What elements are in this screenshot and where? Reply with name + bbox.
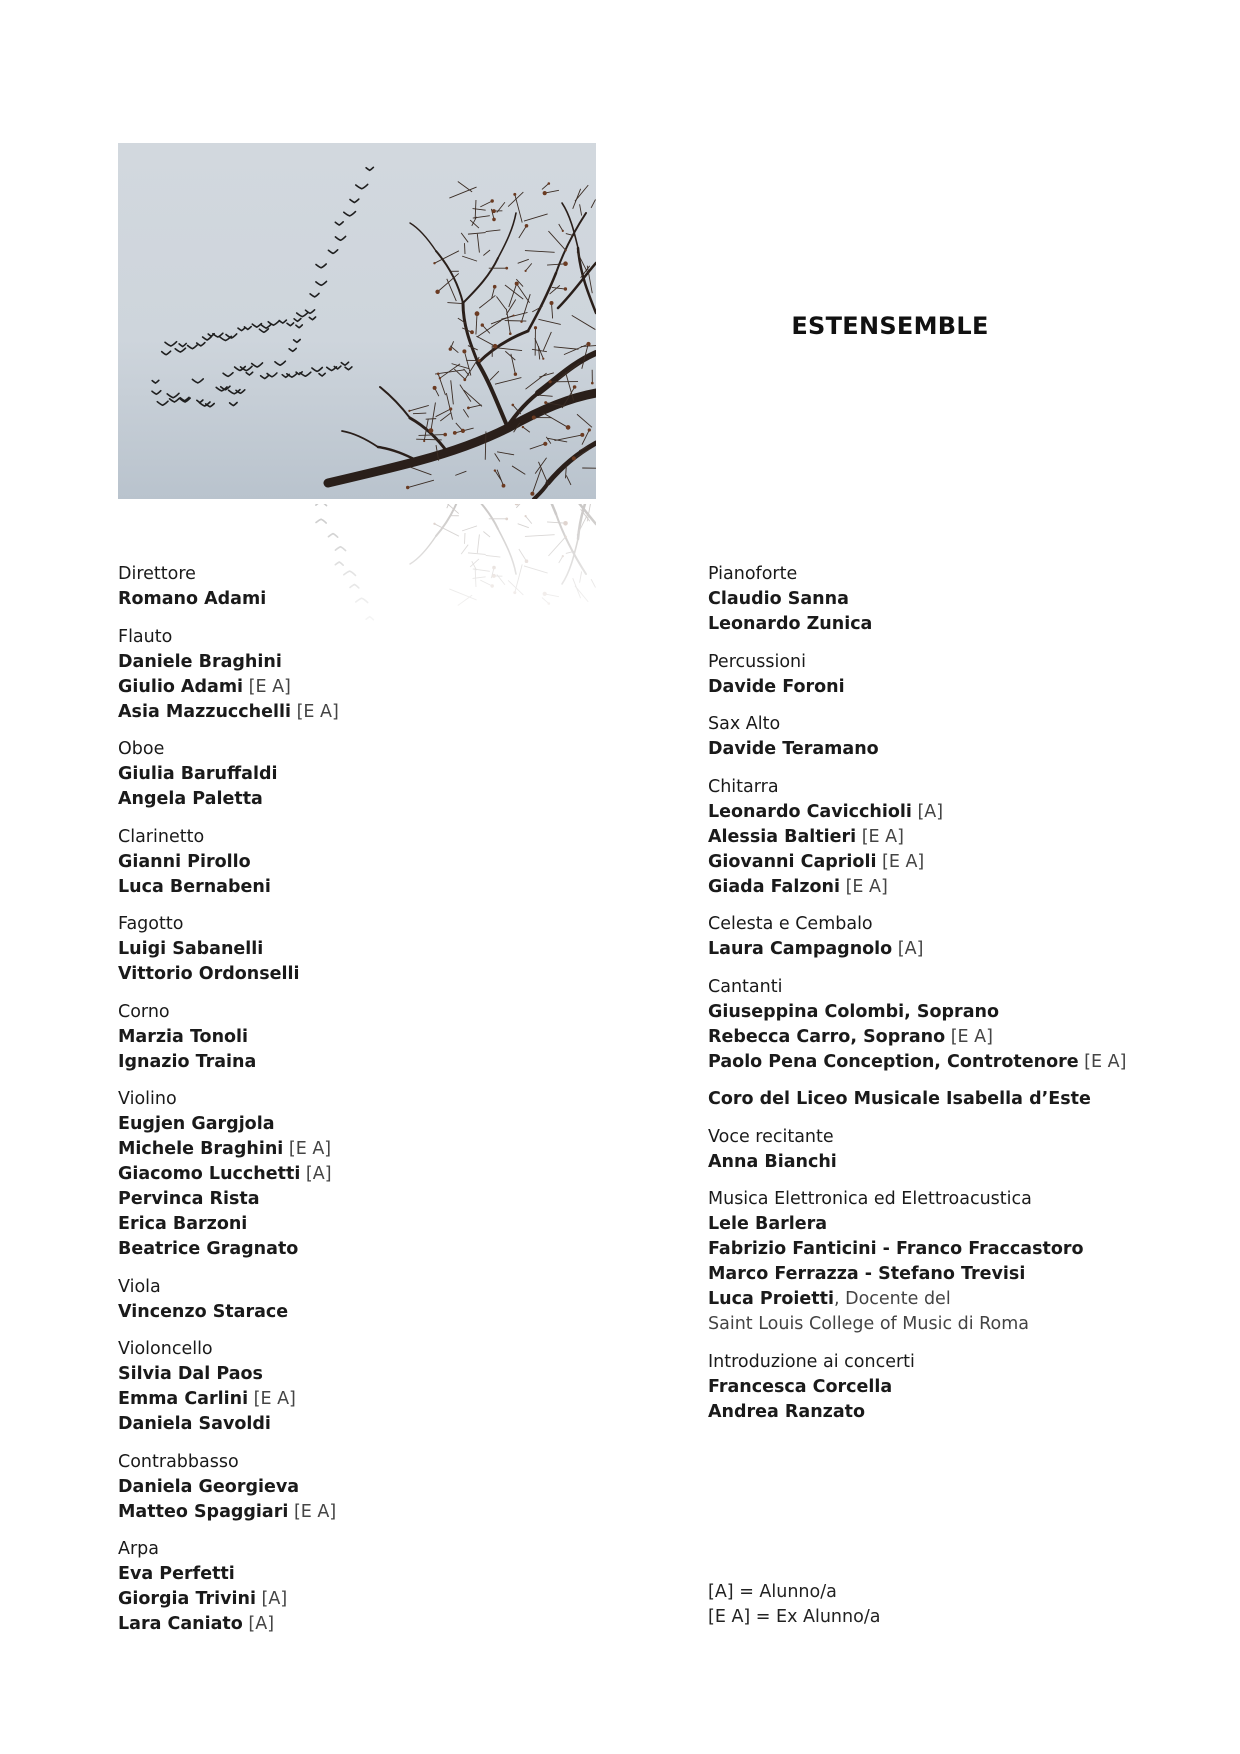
ensemble-section: [118, 1275, 578, 1325]
member-name: Angela Paletta: [118, 789, 263, 809]
member-name: Marzia Tonoli: [118, 1026, 249, 1047]
member-row: [708, 1087, 1168, 1112]
member-name: Luigi Sabanelli: [118, 939, 264, 959]
ensemble-section: [708, 562, 1168, 637]
section-label: Voce recitante: [708, 1126, 834, 1147]
member-row: [708, 1025, 1168, 1050]
member-name: Beatrice Gragnato: [118, 1239, 299, 1259]
member-row: [118, 650, 578, 675]
ensemble-section: [118, 1450, 578, 1525]
member-note: [A]: [305, 1164, 332, 1184]
member-note: [A]: [261, 1589, 288, 1609]
member-name: Romano Adami: [118, 589, 267, 609]
member-name: Davide Foroni: [708, 676, 845, 697]
member-row: [118, 700, 578, 725]
legend-line: [A] = Alunno/a: [708, 1582, 837, 1602]
member-row: [118, 1050, 578, 1075]
member-row: [118, 1112, 578, 1137]
member-note: [E A]: [293, 1501, 337, 1522]
member-name: Lara Caniato: [118, 1614, 243, 1634]
section-label: Pianoforte: [708, 564, 798, 584]
member-row: [708, 850, 1168, 875]
member-name: Laura Campagnolo: [708, 939, 893, 959]
member-name: Daniela Georgieva: [118, 1476, 300, 1497]
member-name: Matteo Spaggiari: [118, 1501, 289, 1522]
member-row: [708, 800, 1168, 825]
member-row: [708, 737, 1168, 762]
ensemble-section: [118, 562, 578, 612]
member-name: Leonardo Cavicchioli: [708, 801, 912, 822]
page-title: ESTENSEMBLE: [791, 312, 989, 340]
member-row: [118, 1412, 578, 1437]
section-label: Corno: [118, 1001, 170, 1022]
section-label: Celesta e Cembalo: [708, 914, 873, 934]
member-row: [708, 825, 1168, 850]
member-row: [118, 762, 578, 787]
member-row: [118, 1137, 578, 1162]
member-name: Marco Ferrazza - Stefano Trevisi: [708, 1264, 1026, 1284]
ensemble-section: [118, 625, 578, 725]
member-name: Vittorio Ordonselli: [118, 964, 300, 984]
member-row: [708, 1400, 1168, 1425]
member-row: [118, 787, 578, 812]
member-name: Andrea Ranzato: [708, 1401, 866, 1422]
member-row: [118, 937, 578, 962]
member-row: [118, 1025, 578, 1050]
ensemble-section: [708, 650, 1168, 700]
section-label: Musica Elettronica ed Elettroacustica: [708, 1189, 1032, 1209]
member-name: Anna Bianchi: [708, 1151, 837, 1172]
ensemble-section: [708, 712, 1168, 762]
section-label: Flauto: [118, 626, 173, 647]
sky-birds-tree-photo: [118, 143, 596, 499]
member-row: [118, 1587, 578, 1612]
member-name: Eugjen Gargjola: [118, 1114, 275, 1134]
ensemble-section: [118, 1000, 578, 1075]
member-row: [118, 1237, 578, 1262]
member-name: Francesca Corcella: [708, 1376, 893, 1397]
member-name: Ignazio Traina: [118, 1051, 257, 1072]
member-name: Pervinca Rista: [118, 1189, 260, 1209]
member-row: [708, 587, 1168, 612]
member-name: Giovanni Caprioli: [708, 851, 877, 872]
member-note: [A]: [917, 801, 944, 822]
member-name: Luca Proietti: [708, 1289, 834, 1309]
member-row: [118, 1562, 578, 1587]
member-row: [708, 875, 1168, 900]
ensemble-section: [708, 912, 1168, 962]
section-label: Violoncello: [118, 1339, 213, 1359]
legend-line: [E A] = Ex Alunno/a: [708, 1607, 881, 1627]
member-row: [118, 1300, 578, 1325]
member-name: Fabrizio Fanticini - Franco Fraccastoro: [708, 1239, 1084, 1259]
member-name: Michele Braghini: [118, 1139, 284, 1159]
member-row: [118, 1162, 578, 1187]
ensemble-section: [708, 1350, 1168, 1425]
ensemble-section: [708, 1087, 1168, 1112]
member-name: Vincenzo Starace: [118, 1301, 289, 1322]
member-name: Paolo Pena Conception, Controtenore: [708, 1051, 1079, 1072]
member-row: [118, 1387, 578, 1412]
member-name: Lele Barlera: [708, 1214, 828, 1234]
section-label: Clarinetto: [118, 826, 205, 847]
legend: [708, 1580, 880, 1630]
ensemble-list-left: [118, 562, 578, 1650]
member-name: Gianni Pirollo: [118, 851, 251, 872]
member-name: Davide Teramano: [708, 739, 879, 759]
section-label: Viola: [118, 1276, 161, 1297]
member-name: Erica Barzoni: [118, 1214, 248, 1234]
section-label: Sax Alto: [708, 714, 781, 734]
member-name: Giorgia Trivini: [118, 1589, 256, 1609]
member-row: [118, 875, 578, 900]
ensemble-section: [118, 737, 578, 812]
member-note: [E A]: [288, 1139, 332, 1159]
member-row: [118, 1362, 578, 1387]
section-label: Oboe: [118, 739, 165, 759]
member-name: Giulio Adami: [118, 676, 244, 697]
member-note: [A]: [248, 1614, 275, 1634]
member-row: [708, 1212, 1168, 1237]
member-note: [E A]: [861, 826, 904, 847]
member-row: [708, 612, 1168, 637]
member-row: [118, 1475, 578, 1500]
member-row: [708, 937, 1168, 962]
member-row: [708, 1050, 1168, 1075]
member-note: [E A]: [296, 701, 339, 722]
ensemble-list-right: [708, 562, 1168, 1437]
member-note: [E A]: [253, 1389, 296, 1409]
section-label: Contrabbasso: [118, 1451, 239, 1472]
ensemble-section: [118, 1537, 578, 1637]
member-note: [E A]: [248, 676, 291, 697]
member-name: Alessia Baltieri: [708, 826, 857, 847]
member-note: [A]: [897, 939, 924, 959]
member-name: Giacomo Lucchetti: [118, 1164, 301, 1184]
ensemble-section: [118, 912, 578, 987]
ensemble-section: [708, 1125, 1168, 1175]
section-label: Direttore: [118, 564, 196, 584]
ensemble-section: [118, 1087, 578, 1262]
ensemble-section: [708, 975, 1168, 1075]
section-label: Cantanti: [708, 976, 783, 997]
section-label: Introduzione ai concerti: [708, 1351, 915, 1372]
member-note: [E A]: [1084, 1051, 1127, 1072]
section-label: Arpa: [118, 1539, 159, 1559]
member-row: [118, 1500, 578, 1525]
member-name: Claudio Sanna: [708, 589, 849, 609]
member-row: [708, 1375, 1168, 1400]
member-name: Emma Carlini: [118, 1389, 249, 1409]
member-row: [708, 1262, 1168, 1287]
member-name: Eva Perfetti: [118, 1564, 235, 1584]
member-name: Leonardo Zunica: [708, 614, 873, 634]
member-row: [708, 1150, 1168, 1175]
member-name: Giuseppina Colombi, Soprano: [708, 1001, 999, 1022]
section-label: Chitarra: [708, 776, 779, 797]
member-name: Luca Bernabeni: [118, 876, 271, 897]
member-row: [708, 675, 1168, 700]
member-row: [118, 962, 578, 987]
member-note: Saint Louis College of Music di Roma: [708, 1314, 1030, 1334]
ensemble-section: [708, 1187, 1168, 1337]
section-label: Fagotto: [118, 914, 184, 934]
member-note: , Docente del: [833, 1289, 951, 1309]
member-name: Silvia Dal Paos: [118, 1364, 263, 1384]
member-note: [E A]: [882, 851, 925, 872]
member-name: Giulia Baruffaldi: [118, 764, 278, 784]
member-row: [118, 1612, 578, 1637]
member-name: Asia Mazzucchelli: [118, 701, 291, 722]
member-note: [E A]: [845, 876, 888, 897]
member-row: [118, 1187, 578, 1212]
member-row: [118, 675, 578, 700]
member-row: [118, 587, 578, 612]
member-name: Coro del Liceo Musicale Isabella d’Este: [708, 1089, 1091, 1109]
member-row: [708, 1237, 1168, 1262]
member-name: Daniela Savoldi: [118, 1414, 271, 1434]
member-name: Rebecca Carro, Soprano: [708, 1026, 946, 1047]
section-label: Violino: [118, 1089, 177, 1109]
member-row: [708, 1000, 1168, 1025]
member-note: [E A]: [950, 1026, 993, 1047]
section-label: Percussioni: [708, 651, 806, 672]
member-name: Giada Falzoni: [708, 876, 841, 897]
ensemble-section: [118, 1337, 578, 1437]
ensemble-section: [118, 825, 578, 900]
member-row: [118, 1212, 578, 1237]
ensemble-section: [708, 775, 1168, 900]
member-row: [118, 850, 578, 875]
member-row: [708, 1287, 1168, 1312]
member-name: Daniele Braghini: [118, 651, 282, 672]
member-row: [708, 1312, 1168, 1337]
